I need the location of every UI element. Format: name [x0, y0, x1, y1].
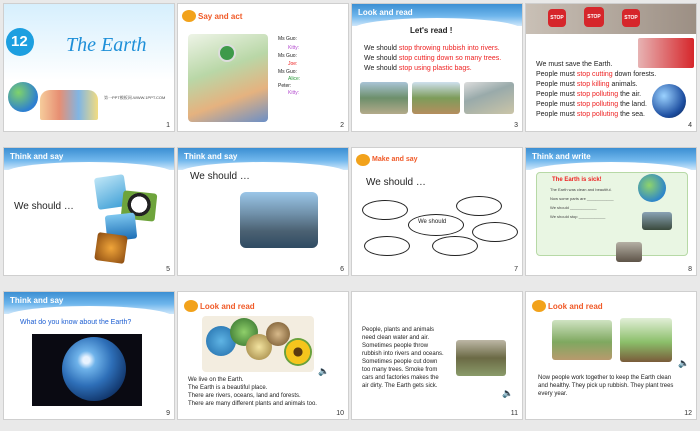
dialog-speaker-2: Kitty: — [288, 45, 300, 51]
slide-number: 1 — [166, 122, 170, 129]
sentence-7: cars and factories makes the — [362, 375, 439, 381]
slide-number: 2 — [340, 122, 344, 129]
sentence-1: Now people work together to keep the Earth clean — [538, 375, 672, 381]
owl-icon — [356, 154, 370, 166]
slide-header-title: Look and read — [548, 302, 603, 311]
sentence-2: and healthy. They pick up rubbish. They plant trees — [538, 383, 674, 389]
stop-sign-2: STOP — [584, 7, 604, 27]
dialog-speaker-1: Ms Guo: — [278, 36, 297, 42]
sentence-2: We should stop cutting down so many trees. — [364, 55, 502, 62]
sentence-3: There are rivers, oceans, land and forests. — [188, 393, 301, 399]
stop-sign-3: STOP — [622, 9, 640, 27]
sick-earth-illustration — [638, 174, 666, 202]
prompt-text: We should … — [366, 177, 426, 188]
slide-header-title: Look and read — [200, 302, 255, 311]
mindmap-center-label: We should — [418, 219, 447, 225]
sentence-1: We must save the Earth. — [536, 61, 613, 68]
sentence-4: rubbish into rivers and oceans. — [362, 351, 444, 357]
slide-thumbnail-3[interactable] — [352, 4, 522, 131]
slide-header-title: Look and read — [358, 8, 413, 17]
slide-header-title: Think and say — [184, 152, 238, 161]
dialog-speaker-7: Peter: — [278, 83, 292, 89]
slide-header-title: Think and say — [10, 152, 64, 161]
earth-photo — [652, 84, 686, 118]
speaker-icon[interactable]: 🔈 — [502, 388, 514, 398]
sunflower-photo — [284, 338, 312, 366]
lesson-number: 12 — [11, 33, 28, 50]
sentence-3: Sometimes people throw — [362, 343, 429, 349]
card-title: The Earth is sick! — [552, 177, 602, 183]
stop-signs-right — [638, 38, 694, 68]
card-line-1: The Earth was clean and beautiful. — [550, 187, 612, 192]
globe-on-board — [218, 44, 236, 62]
mindmap-bubble-4 — [432, 236, 478, 256]
dialog-speaker-3: Ms Guo: — [278, 53, 297, 59]
city-photo — [240, 192, 318, 248]
sentence-1: People, plants and animals — [362, 327, 435, 333]
slide-number: 10 — [336, 410, 344, 417]
dialog-speaker-4: Joe: — [288, 61, 298, 67]
card-line-4: We should stop ____________ — [550, 214, 606, 219]
deforestation-photo — [412, 82, 460, 114]
card-line-3: We should ____________ — [550, 205, 597, 210]
sentence-1: We live on the Earth. — [188, 377, 244, 383]
prompt-text: We should … — [14, 201, 74, 212]
slide-number: 8 — [688, 266, 692, 273]
slide-number: 11 — [510, 410, 518, 417]
slide-thumbnail-4[interactable] — [526, 4, 696, 131]
sentence-5: People must stop polluting the land. — [536, 101, 647, 108]
sentence-4: There are many different plants and animals too. — [188, 401, 317, 407]
owl-icon — [184, 300, 198, 312]
sentence-8: air dirty. The Earth gets sick. — [362, 383, 438, 389]
dialog-speaker-5: Ms Guo: — [278, 69, 297, 75]
slide-thumbnail-9[interactable] — [4, 292, 174, 419]
pollution-photo-2 — [616, 242, 642, 262]
slide-thumbnail-6[interactable] — [178, 148, 348, 275]
sentence-1: We should stop throwing rubbish into rivers. — [364, 45, 500, 52]
sentence-4: People must stop polluting the air. — [536, 91, 642, 98]
mindmap-bubble-5 — [364, 236, 410, 256]
plastic-bags-photo — [464, 82, 514, 114]
slide-thumbnail-12[interactable] — [526, 292, 696, 419]
slide-heading: Let's read ! — [410, 26, 453, 35]
slide-number: 9 — [166, 410, 170, 417]
sentence-3: every year. — [538, 391, 568, 397]
mindmap-bubble-2 — [456, 196, 502, 216]
sentence-2: The Earth is a beautiful place. — [188, 385, 268, 391]
slide-thumbnail-8[interactable] — [526, 148, 696, 275]
slide-thumbnail-11[interactable] — [352, 292, 522, 419]
slide-thumbnail-1[interactable] — [4, 4, 174, 131]
slide-number: 6 — [340, 266, 344, 273]
presentation-title: The Earth — [66, 34, 147, 56]
dialog-speaker-6: Alice: — [288, 76, 301, 82]
stop-sign-1: STOP — [548, 9, 566, 27]
card-line-2: Now some parts are ____________ — [550, 196, 614, 201]
sentence-6: too many trees. Smoke from — [362, 367, 438, 373]
owl-icon — [532, 300, 546, 312]
owl-icon — [182, 10, 196, 22]
slide-thumbnail-7[interactable] — [352, 148, 522, 275]
sentence-2: need clean water and air. — [362, 335, 430, 341]
earth-globe — [62, 337, 126, 401]
tiger-photo — [94, 232, 128, 264]
polluted-river-photo — [360, 82, 408, 114]
speaker-icon[interactable]: 🔈 — [678, 358, 690, 368]
prompt-text: We should … — [190, 171, 250, 182]
slide-header-title: Say and act — [198, 12, 243, 21]
speaker-icon[interactable]: 🔈 — [318, 366, 330, 376]
slide-number: 4 — [688, 122, 692, 129]
slide-number: 3 — [514, 122, 518, 129]
slide-number: 7 — [514, 266, 518, 273]
sentence-3: People must stop killing animals. — [536, 81, 638, 88]
footer-text: 第一PPT模板网-WWW.1PPT.COM — [104, 95, 166, 100]
teacher-kids-illustration — [40, 90, 98, 120]
mindmap-bubble-1 — [362, 200, 408, 220]
slide-thumbnail-2[interactable] — [178, 4, 348, 131]
dialog-speaker-8: Kitty: — [288, 90, 300, 96]
slide-number: 12 — [684, 410, 692, 417]
sentence-3: We should stop using plastic bags. — [364, 65, 472, 72]
people-cleaning-photo — [552, 320, 612, 360]
sentence-6: People must stop polluting the sea. — [536, 111, 645, 118]
slide-header-title: Make and say — [372, 156, 418, 163]
mindmap-bubble-3 — [472, 222, 518, 242]
slide-header-title: Think and say — [10, 296, 64, 305]
polluted-water-photo — [456, 340, 506, 376]
slide-number: 5 — [166, 266, 170, 273]
slide-thumbnail-5[interactable] — [4, 148, 174, 275]
sentence-5: Sometimes people cut down — [362, 359, 438, 365]
sentence-2: People must stop cutting down forests. — [536, 71, 657, 78]
planting-trees-photo — [620, 318, 672, 362]
slide-thumbnail-10[interactable] — [178, 292, 348, 419]
slide-header-title: Think and write — [532, 152, 591, 161]
globe-illustration — [8, 82, 38, 112]
pollution-photo-1 — [642, 212, 672, 230]
question-text: What do you know about the Earth? — [20, 319, 132, 326]
